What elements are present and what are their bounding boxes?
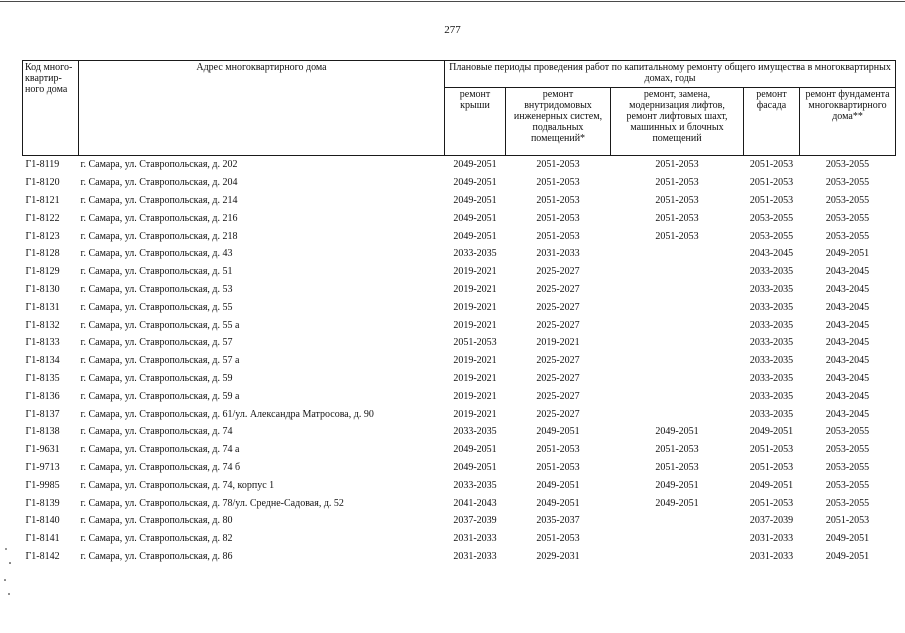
house-code-cell: Г1-8123 xyxy=(25,230,60,242)
facade-repair-cell: 2033-2035 xyxy=(749,319,794,331)
house-code-cell: Г1-8120 xyxy=(25,177,60,189)
roof-repair-cell: 2049-2051 xyxy=(453,230,497,242)
foundation-repair-cell: 2053-2055 xyxy=(825,461,870,473)
house-code-cell: Г1-8130 xyxy=(25,283,60,295)
table-row xyxy=(23,441,896,459)
house-code-cell: Г1-9985 xyxy=(25,479,60,491)
roof-repair-cell: 2049-2051 xyxy=(453,444,497,456)
systems-repair-cell: 2051-2053 xyxy=(536,444,580,456)
foundation-repair-cell: 2053-2055 xyxy=(825,177,870,189)
facade-repair-cell: 2053-2055 xyxy=(749,212,794,224)
roof-repair-cell: 2051-2053 xyxy=(453,337,497,349)
table-row xyxy=(23,370,896,388)
capital-repair-schedule-table xyxy=(22,60,896,565)
foundation-repair-cell: 2051-2053 xyxy=(825,515,870,527)
table-row xyxy=(23,459,896,477)
facade-repair-cell: 2051-2053 xyxy=(749,444,794,456)
table-row xyxy=(23,352,896,370)
address-cell: г. Самара, ул. Ставропольская, д. 74 б xyxy=(80,461,241,473)
lift-repair-cell: 2049-2051 xyxy=(655,497,699,509)
scan-speck xyxy=(9,562,11,564)
facade-repair-cell: 2033-2035 xyxy=(749,301,794,313)
roof-repair-cell: 2019-2021 xyxy=(453,390,497,402)
house-code-cell: Г1-8132 xyxy=(25,319,60,331)
systems-repair-cell: 2025-2027 xyxy=(536,355,580,367)
house-code-cell: Г1-8133 xyxy=(25,337,60,349)
page-top-rule xyxy=(0,1,905,2)
address-cell: г. Самара, ул. Ставропольская, д. 74 а xyxy=(80,444,240,456)
table-row xyxy=(23,405,896,423)
foundation-repair-cell: 2043-2045 xyxy=(825,266,870,278)
systems-repair-cell: 2051-2053 xyxy=(536,230,580,242)
roof-repair-cell: 2019-2021 xyxy=(453,301,497,313)
address-cell: г. Самара, ул. Ставропольская, д. 59 а xyxy=(80,390,240,402)
house-code-cell: Г1-9631 xyxy=(25,444,60,456)
foundation-repair-cell: 2049-2051 xyxy=(825,248,870,260)
header-facade-repair: ремонт фасада xyxy=(744,88,800,156)
address-cell: г. Самара, ул. Ставропольская, д. 74 xyxy=(80,426,233,438)
facade-repair-cell: 2051-2053 xyxy=(749,497,794,509)
foundation-repair-cell: 2043-2045 xyxy=(825,408,870,420)
roof-repair-cell: 2019-2021 xyxy=(453,266,497,278)
facade-repair-cell: 2049-2051 xyxy=(749,479,794,491)
lift-repair-cell xyxy=(611,352,744,370)
address-cell: г. Самара, ул. Ставропольская, д. 78/ул. Средне-Садовая, д. 52 xyxy=(80,497,344,509)
roof-repair-cell: 2033-2035 xyxy=(453,248,497,260)
foundation-repair-cell: 2049-2051 xyxy=(825,550,870,562)
facade-repair-cell: 2037-2039 xyxy=(749,515,794,527)
house-code-cell: Г1-8139 xyxy=(25,497,60,509)
table-row xyxy=(23,227,896,245)
scan-speck xyxy=(5,548,7,550)
facade-repair-cell: 2051-2053 xyxy=(749,461,794,473)
house-code-cell: Г1-8142 xyxy=(25,550,60,562)
foundation-repair-cell: 2043-2045 xyxy=(825,283,870,295)
lift-repair-cell xyxy=(611,370,744,388)
address-cell: г. Самара, ул. Ставропольская, д. 216 xyxy=(80,212,238,224)
house-code-cell: Г1-8119 xyxy=(25,159,60,171)
address-cell: г. Самара, ул. Ставропольская, д. 218 xyxy=(80,230,238,242)
house-code-cell: Г1-8136 xyxy=(25,390,60,402)
facade-repair-cell: 2051-2053 xyxy=(749,194,794,206)
lift-repair-cell: 2051-2053 xyxy=(655,194,699,206)
roof-repair-cell: 2033-2035 xyxy=(453,479,497,491)
lift-repair-cell: 2051-2053 xyxy=(655,461,699,473)
foundation-repair-cell: 2053-2055 xyxy=(825,212,870,224)
systems-repair-cell: 2049-2051 xyxy=(536,426,580,438)
foundation-repair-cell: 2043-2045 xyxy=(825,337,870,349)
facade-repair-cell: 2033-2035 xyxy=(749,390,794,402)
systems-repair-cell: 2049-2051 xyxy=(536,479,580,491)
foundation-repair-cell: 2053-2055 xyxy=(825,444,870,456)
roof-repair-cell: 2049-2051 xyxy=(453,461,497,473)
lift-repair-cell: 2051-2053 xyxy=(655,230,699,242)
roof-repair-cell: 2019-2021 xyxy=(453,408,497,420)
table-body xyxy=(23,156,896,566)
table-row xyxy=(23,192,896,210)
house-code-cell: Г1-9713 xyxy=(25,461,60,473)
foundation-repair-cell: 2053-2055 xyxy=(825,497,870,509)
systems-repair-cell: 2051-2053 xyxy=(536,159,580,171)
table-row xyxy=(23,476,896,494)
systems-repair-cell: 2025-2027 xyxy=(536,283,580,295)
facade-repair-cell: 2043-2045 xyxy=(749,248,794,260)
systems-repair-cell: 2051-2053 xyxy=(536,177,580,189)
address-cell: г. Самара, ул. Ставропольская, д. 202 xyxy=(80,159,238,171)
header-foundation-repair: ремонт фундамента многоквартирного дома** xyxy=(800,88,896,156)
house-code-cell: Г1-8137 xyxy=(25,408,60,420)
address-cell: г. Самара, ул. Ставропольская, д. 57 xyxy=(80,337,233,349)
systems-repair-cell: 2025-2027 xyxy=(536,408,580,420)
systems-repair-cell: 2051-2053 xyxy=(536,212,580,224)
roof-repair-cell: 2031-2033 xyxy=(453,533,497,545)
systems-repair-cell: 2035-2037 xyxy=(536,515,580,527)
address-cell: г. Самара, ул. Ставропольская, д. 204 xyxy=(80,177,238,189)
header-lift-repair: ремонт, замена, модернизация лифтов, ремонт лифтовых шахт, машинных и блочных помещений xyxy=(611,88,744,156)
facade-repair-cell: 2033-2035 xyxy=(749,337,794,349)
systems-repair-cell: 2051-2053 xyxy=(536,533,580,545)
table-row xyxy=(23,423,896,441)
lift-repair-cell: 2051-2053 xyxy=(655,444,699,456)
address-cell: г. Самара, ул. Ставропольская, д. 57 а xyxy=(80,355,240,367)
systems-repair-cell: 2025-2027 xyxy=(536,390,580,402)
facade-repair-cell: 2031-2033 xyxy=(749,550,794,562)
address-cell: г. Самара, ул. Ставропольская, д. 61/ул. Александра Матросова, д. 90 xyxy=(80,408,374,420)
foundation-repair-cell: 2053-2055 xyxy=(825,230,870,242)
address-cell: г. Самара, ул. Ставропольская, д. 214 xyxy=(80,194,238,206)
header-engineering-systems-repair: ремонт внутридомовых инженерных систем, подвальных помещений* xyxy=(506,88,611,156)
address-cell: г. Самара, ул. Ставропольская, д. 55 xyxy=(80,301,233,313)
table-row xyxy=(23,334,896,352)
lift-repair-cell xyxy=(611,334,744,352)
foundation-repair-cell: 2053-2055 xyxy=(825,194,870,206)
house-code-cell: Г1-8131 xyxy=(25,301,60,313)
table-row xyxy=(23,494,896,512)
facade-repair-cell: 2033-2035 xyxy=(749,372,794,384)
roof-repair-cell: 2019-2021 xyxy=(453,372,497,384)
lift-repair-cell: 2049-2051 xyxy=(655,426,699,438)
address-cell: г. Самара, ул. Ставропольская, д. 82 xyxy=(80,533,233,545)
lift-repair-cell: 2051-2053 xyxy=(655,159,699,171)
lift-repair-cell xyxy=(611,245,744,263)
header-planned-periods: Плановые периоды проведения работ по капитальному ремонту общего имущества в многоквартирных домах, годы xyxy=(445,61,896,88)
house-code-cell: Г1-8141 xyxy=(25,533,60,545)
systems-repair-cell: 2049-2051 xyxy=(536,497,580,509)
address-cell: г. Самара, ул. Ставропольская, д. 86 xyxy=(80,550,233,562)
foundation-repair-cell: 2043-2045 xyxy=(825,372,870,384)
facade-repair-cell: 2053-2055 xyxy=(749,230,794,242)
address-cell: г. Самара, ул. Ставропольская, д. 80 xyxy=(80,515,233,527)
table-row xyxy=(23,548,896,566)
roof-repair-cell: 2041-2043 xyxy=(453,497,497,509)
foundation-repair-cell: 2049-2051 xyxy=(825,533,870,545)
systems-repair-cell: 2025-2027 xyxy=(536,319,580,331)
foundation-repair-cell: 2053-2055 xyxy=(825,159,870,171)
lift-repair-cell xyxy=(611,387,744,405)
roof-repair-cell: 2031-2033 xyxy=(453,550,497,562)
house-code-cell: Г1-8134 xyxy=(25,355,60,367)
lift-repair-cell: 2049-2051 xyxy=(655,479,699,491)
header-roof-repair: ремонт крыши xyxy=(445,88,506,156)
table-row xyxy=(23,387,896,405)
table-row xyxy=(23,209,896,227)
facade-repair-cell: 2031-2033 xyxy=(749,533,794,545)
roof-repair-cell: 2037-2039 xyxy=(453,515,497,527)
house-code-cell: Г1-8138 xyxy=(25,426,60,438)
foundation-repair-cell: 2053-2055 xyxy=(825,426,870,438)
scan-speck xyxy=(8,593,10,595)
lift-repair-cell xyxy=(611,298,744,316)
roof-repair-cell: 2049-2051 xyxy=(453,212,497,224)
lift-repair-cell xyxy=(611,530,744,548)
facade-repair-cell: 2033-2035 xyxy=(749,355,794,367)
address-cell: г. Самара, ул. Ставропольская, д. 53 xyxy=(80,283,233,295)
roof-repair-cell: 2019-2021 xyxy=(453,355,497,367)
systems-repair-cell: 2051-2053 xyxy=(536,461,580,473)
facade-repair-cell: 2049-2051 xyxy=(749,426,794,438)
header-house-code: Код много-квартир-ного дома xyxy=(23,61,79,156)
house-code-cell: Г1-8129 xyxy=(25,266,60,278)
lift-repair-cell xyxy=(611,405,744,423)
scan-speck xyxy=(4,579,6,581)
house-code-cell: Г1-8128 xyxy=(25,248,60,260)
table-row xyxy=(23,316,896,334)
facade-repair-cell: 2033-2035 xyxy=(749,283,794,295)
facade-repair-cell: 2033-2035 xyxy=(749,408,794,420)
systems-repair-cell: 2025-2027 xyxy=(536,372,580,384)
address-cell: г. Самара, ул. Ставропольская, д. 59 xyxy=(80,372,233,384)
address-cell: г. Самара, ул. Ставропольская, д. 51 xyxy=(80,266,233,278)
table-row xyxy=(23,174,896,192)
roof-repair-cell: 2049-2051 xyxy=(453,159,497,171)
roof-repair-cell: 2033-2035 xyxy=(453,426,497,438)
lift-repair-cell xyxy=(611,548,744,566)
roof-repair-cell: 2049-2051 xyxy=(453,194,497,206)
lift-repair-cell xyxy=(611,316,744,334)
house-code-cell: Г1-8121 xyxy=(25,194,60,206)
address-cell: г. Самара, ул. Ставропольская, д. 55 а xyxy=(80,319,240,331)
systems-repair-cell: 2025-2027 xyxy=(536,301,580,313)
house-code-cell: Г1-8122 xyxy=(25,212,60,224)
table-row xyxy=(23,156,896,174)
foundation-repair-cell: 2043-2045 xyxy=(825,301,870,313)
facade-repair-cell: 2051-2053 xyxy=(749,177,794,189)
foundation-repair-cell: 2053-2055 xyxy=(825,479,870,491)
roof-repair-cell: 2019-2021 xyxy=(453,319,497,331)
foundation-repair-cell: 2043-2045 xyxy=(825,390,870,402)
table-row xyxy=(23,245,896,263)
table-row xyxy=(23,281,896,299)
table-row xyxy=(23,512,896,530)
facade-repair-cell: 2033-2035 xyxy=(749,266,794,278)
lift-repair-cell: 2051-2053 xyxy=(655,177,699,189)
header-address: Адрес многоквартирного дома xyxy=(79,61,445,156)
house-code-cell: Г1-8135 xyxy=(25,372,60,384)
facade-repair-cell: 2051-2053 xyxy=(749,159,794,171)
house-code-cell: Г1-8140 xyxy=(25,515,60,527)
roof-repair-cell: 2049-2051 xyxy=(453,177,497,189)
table-row xyxy=(23,263,896,281)
systems-repair-cell: 2029-2031 xyxy=(536,550,580,562)
address-cell: г. Самара, ул. Ставропольская, д. 43 xyxy=(80,248,233,260)
systems-repair-cell: 2051-2053 xyxy=(536,194,580,206)
lift-repair-cell xyxy=(611,512,744,530)
lift-repair-cell xyxy=(611,281,744,299)
lift-repair-cell: 2051-2053 xyxy=(655,212,699,224)
table-row xyxy=(23,298,896,316)
lift-repair-cell xyxy=(611,263,744,281)
page-number: 277 xyxy=(444,24,461,36)
address-cell: г. Самара, ул. Ставропольская, д. 74, корпус 1 xyxy=(80,479,275,491)
systems-repair-cell: 2025-2027 xyxy=(536,266,580,278)
systems-repair-cell: 2031-2033 xyxy=(536,248,580,260)
table-row xyxy=(23,530,896,548)
roof-repair-cell: 2019-2021 xyxy=(453,283,497,295)
systems-repair-cell: 2019-2021 xyxy=(536,337,580,349)
foundation-repair-cell: 2043-2045 xyxy=(825,355,870,367)
foundation-repair-cell: 2043-2045 xyxy=(825,319,870,331)
